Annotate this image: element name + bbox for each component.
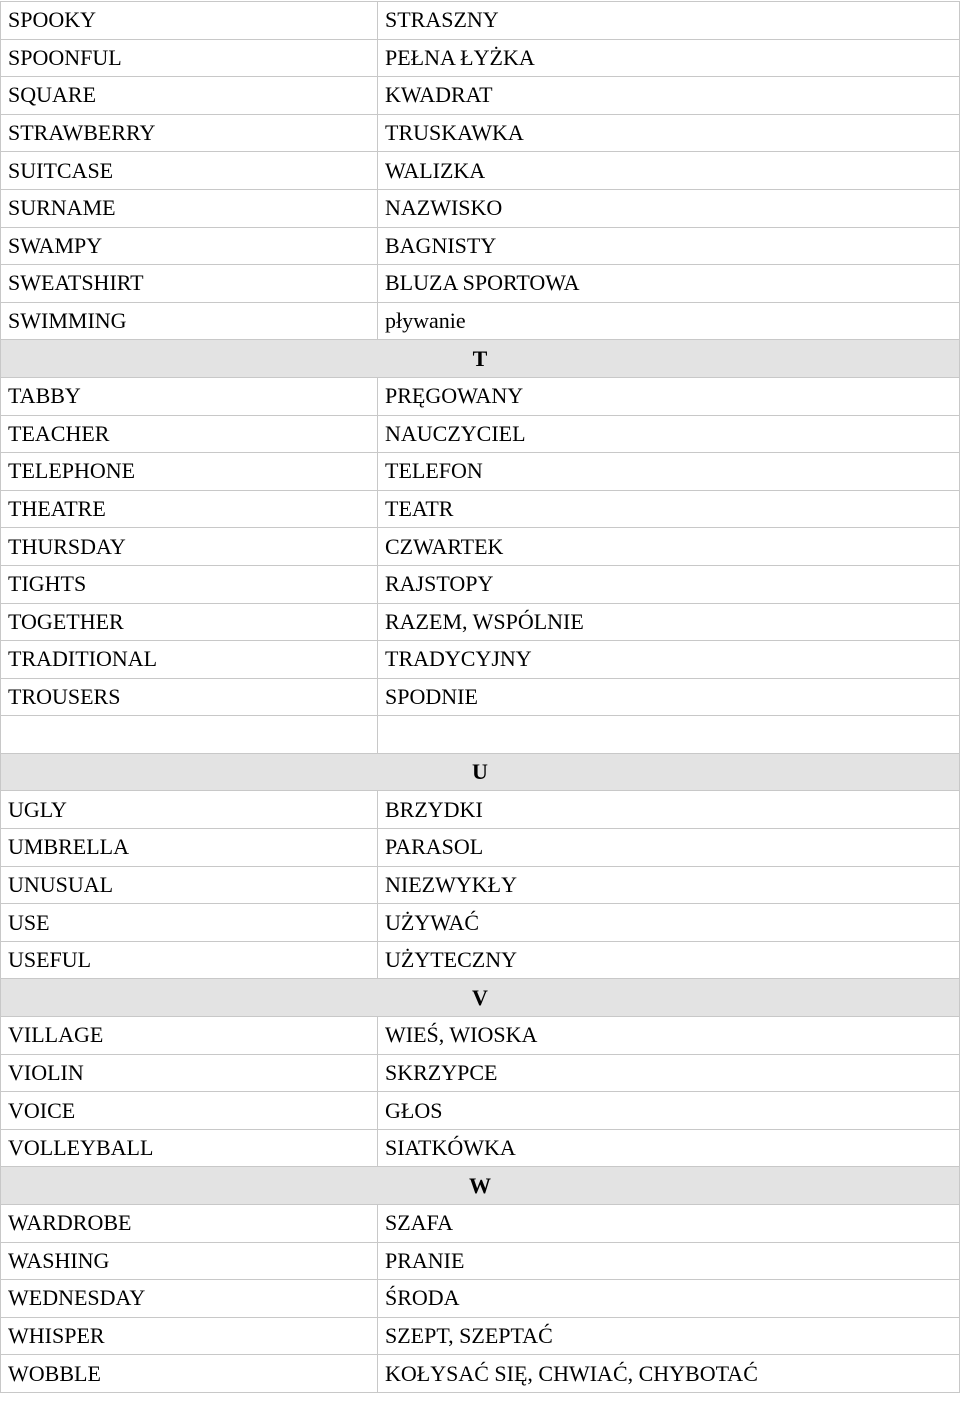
english-word: WOBBLE: [1, 1355, 378, 1393]
english-word: SUITCASE: [1, 152, 378, 190]
polish-translation: CZWARTEK: [378, 528, 960, 566]
table-row: [1, 904, 960, 942]
table-row: [1, 265, 960, 303]
table-row: [1, 941, 960, 979]
polish-translation: KWADRAT: [378, 77, 960, 115]
polish-translation: SIATKÓWKA: [378, 1129, 960, 1167]
table-row: [1, 641, 960, 679]
english-word: VOICE: [1, 1092, 378, 1130]
english-word: STRAWBERRY: [1, 114, 378, 152]
english-word: SPOOKY: [1, 2, 378, 40]
table-row: [1, 1054, 960, 1092]
polish-translation: BAGNISTY: [378, 227, 960, 265]
polish-translation: ŚRODA: [378, 1280, 960, 1318]
table-row: [1, 114, 960, 152]
english-word: THEATRE: [1, 490, 378, 528]
english-word: VILLAGE: [1, 1017, 378, 1055]
english-word: TEACHER: [1, 415, 378, 453]
table-row: [1, 829, 960, 867]
english-word: SURNAME: [1, 189, 378, 227]
english-word: SPOONFUL: [1, 39, 378, 77]
section-letter: T: [1, 340, 960, 378]
english-word: TOGETHER: [1, 603, 378, 641]
english-word: UMBRELLA: [1, 829, 378, 867]
table-row: [1, 866, 960, 904]
vocabulary-table-body: [1, 2, 960, 1393]
table-row: [1, 1092, 960, 1130]
table-row: [1, 415, 960, 453]
section-letter: V: [1, 979, 960, 1017]
table-row: [1, 453, 960, 491]
polish-translation: TELEFON: [378, 453, 960, 491]
table-row: [1, 1317, 960, 1355]
english-word: THURSDAY: [1, 528, 378, 566]
english-word: TIGHTS: [1, 565, 378, 603]
polish-translation: STRASZNY: [378, 2, 960, 40]
polish-translation: KOŁYSAĆ SIĘ, CHWIAĆ, CHYBOTAĆ: [378, 1355, 960, 1393]
english-word: TABBY: [1, 377, 378, 415]
english-word: UGLY: [1, 791, 378, 829]
section-header-row: [1, 979, 960, 1017]
table-row: [1, 490, 960, 528]
polish-translation: RAJSTOPY: [378, 565, 960, 603]
table-row: [1, 1129, 960, 1167]
polish-translation: TRADYCYJNY: [378, 641, 960, 679]
polish-translation: PRANIE: [378, 1242, 960, 1280]
english-word: SWEATSHIRT: [1, 265, 378, 303]
polish-translation: WALIZKA: [378, 152, 960, 190]
polish-translation: BRZYDKI: [378, 791, 960, 829]
english-word: WHISPER: [1, 1317, 378, 1355]
table-row: [1, 1242, 960, 1280]
table-row: [1, 565, 960, 603]
polish-translation: PARASOL: [378, 829, 960, 867]
polish-translation: PRĘGOWANY: [378, 377, 960, 415]
polish-translation: UŻYWAĆ: [378, 904, 960, 942]
table-row: [1, 227, 960, 265]
table-row: [1, 152, 960, 190]
polish-translation: NAUCZYCIEL: [378, 415, 960, 453]
polish-translation: WIEŚ, WIOSKA: [378, 1017, 960, 1055]
section-header-row: [1, 1167, 960, 1205]
polish-translation: NIEZWYKŁY: [378, 866, 960, 904]
table-row: [1, 302, 960, 340]
english-word: TELEPHONE: [1, 453, 378, 491]
section-letter: W: [1, 1167, 960, 1205]
table-row: [1, 603, 960, 641]
table-row: [1, 1205, 960, 1243]
polish-translation: PEŁNA ŁYŻKA: [378, 39, 960, 77]
polish-translation: BLUZA SPORTOWA: [378, 265, 960, 303]
polish-translation: SZAFA: [378, 1205, 960, 1243]
table-row: [1, 39, 960, 77]
table-row: [1, 2, 960, 40]
section-header-row: [1, 753, 960, 791]
english-word: SWAMPY: [1, 227, 378, 265]
table-row: [1, 1280, 960, 1318]
table-row: [1, 189, 960, 227]
table-row: [1, 716, 960, 754]
table-row: [1, 77, 960, 115]
english-word: TROUSERS: [1, 678, 378, 716]
polish-translation: GŁOS: [378, 1092, 960, 1130]
polish-translation: [378, 716, 960, 754]
section-letter: U: [1, 753, 960, 791]
polish-translation: UŻYTECZNY: [378, 941, 960, 979]
vocabulary-table: [0, 1, 960, 1393]
english-word: USE: [1, 904, 378, 942]
polish-translation: TRUSKAWKA: [378, 114, 960, 152]
table-row: [1, 1355, 960, 1393]
polish-translation: TEATR: [378, 490, 960, 528]
english-word: VIOLIN: [1, 1054, 378, 1092]
polish-translation: SPODNIE: [378, 678, 960, 716]
english-word: [1, 716, 378, 754]
english-word: WASHING: [1, 1242, 378, 1280]
english-word: UNUSUAL: [1, 866, 378, 904]
english-word: SWIMMING: [1, 302, 378, 340]
english-word: WARDROBE: [1, 1205, 378, 1243]
polish-translation: SZEPT, SZEPTAĆ: [378, 1317, 960, 1355]
table-row: [1, 678, 960, 716]
english-word: USEFUL: [1, 941, 378, 979]
table-row: [1, 1017, 960, 1055]
english-word: WEDNESDAY: [1, 1280, 378, 1318]
english-word: SQUARE: [1, 77, 378, 115]
polish-translation: pływanie: [378, 302, 960, 340]
section-header-row: [1, 340, 960, 378]
polish-translation: RAZEM, WSPÓLNIE: [378, 603, 960, 641]
table-row: [1, 791, 960, 829]
english-word: TRADITIONAL: [1, 641, 378, 679]
polish-translation: SKRZYPCE: [378, 1054, 960, 1092]
polish-translation: NAZWISKO: [378, 189, 960, 227]
table-row: [1, 377, 960, 415]
table-row: [1, 528, 960, 566]
english-word: VOLLEYBALL: [1, 1129, 378, 1167]
